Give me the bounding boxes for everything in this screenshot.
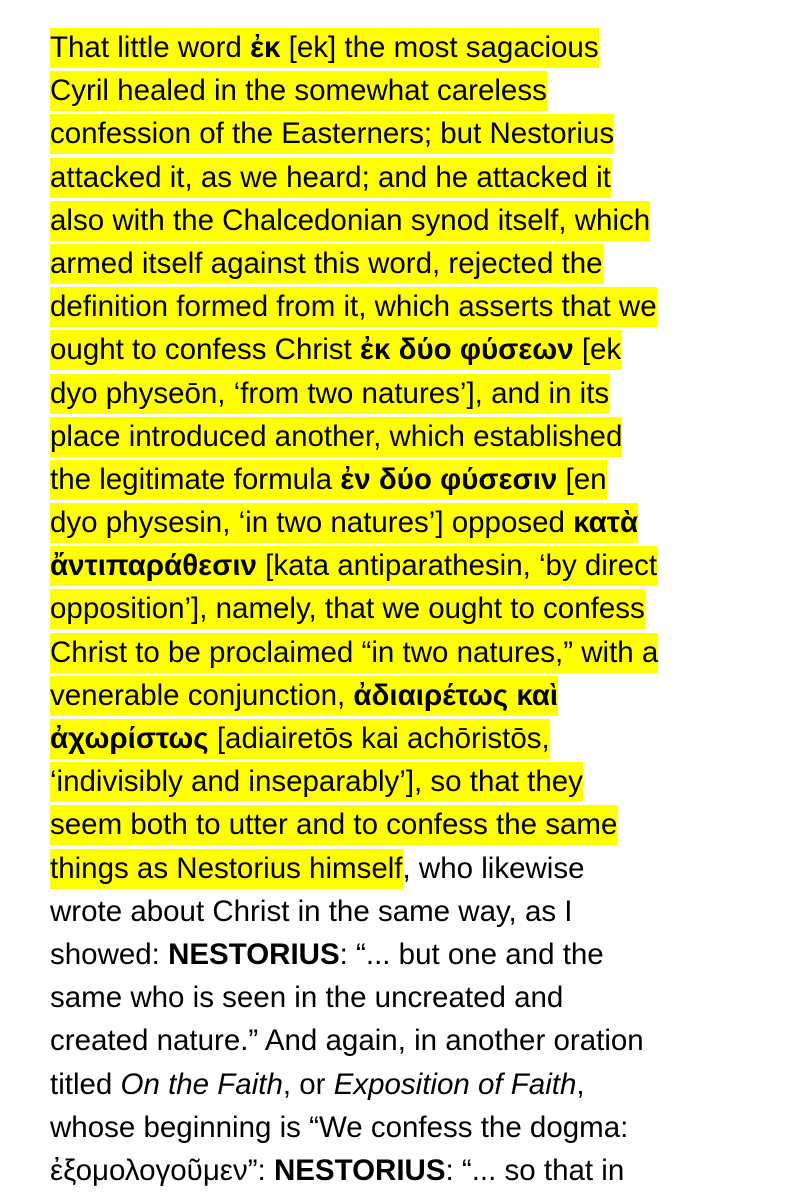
bold-text: NESTORIUS (273, 1153, 446, 1187)
text-line (50, 890, 770, 933)
highlighted-text: ἐν δύο φύσεσιν (340, 460, 557, 500)
highlighted-text: armed itself against this word, rejected the (50, 244, 603, 284)
text-span: created nature.” And again, in another oration (50, 1024, 644, 1058)
text-span: : “... but one and the (339, 937, 604, 971)
highlighted-text: ‘indivisibly and inseparably’], so that they (50, 762, 583, 802)
italic-text: Exposition of Faith (333, 1067, 577, 1101)
highlighted-text: definition formed from it, which asserts that we (50, 287, 657, 327)
text-line (50, 933, 770, 976)
highlighted-text: things as Nestorius himself (50, 849, 403, 889)
text-line (50, 112, 770, 155)
highlighted-text: ἀχωρίστως (50, 719, 209, 759)
text-line (50, 199, 770, 242)
text-line (50, 242, 770, 285)
highlighted-text: ought to confess Christ (50, 330, 360, 370)
highlighted-text: ἐκ (250, 28, 280, 68)
highlighted-text: [adiairetōs kai achōristōs, (209, 719, 550, 759)
text-line (50, 760, 770, 803)
text-line (50, 458, 770, 501)
text-span: ἐξομολογοῦμεν”: (50, 1153, 274, 1187)
text-span: , (576, 1067, 585, 1101)
text-line (50, 26, 770, 69)
text-line (50, 156, 770, 199)
highlighted-text: ἀδιαιρέτως καὶ (353, 676, 558, 716)
document-page (50, 26, 770, 1192)
text-span: showed: (50, 937, 169, 971)
text-line (50, 501, 770, 544)
highlighted-text: [ek] the most sagacious (280, 28, 598, 68)
text-line (50, 372, 770, 415)
highlighted-text: place introduced another, which established (50, 417, 622, 457)
highlighted-text: [kata antiparathesin, ‘by direct (257, 546, 657, 586)
highlighted-text: the legitimate formula (50, 460, 340, 500)
highlighted-text: ἐκ δύο φύσεων (360, 330, 574, 370)
highlighted-text: also with the Chalcedonian synod itself, which (50, 201, 650, 241)
highlighted-text: opposition’], namely, that we ought to confess (50, 589, 645, 629)
bold-text: NESTORIUS (168, 937, 340, 971)
highlighted-text: confession of the Easterners; but Nestorius (50, 114, 614, 154)
text-line (50, 415, 770, 458)
text-line (50, 285, 770, 328)
text-span: , or (282, 1067, 334, 1101)
highlighted-text: That little word (50, 28, 250, 68)
text-line (50, 1063, 770, 1106)
highlighted-text: κατὰ (573, 503, 638, 543)
text-span: titled (50, 1067, 121, 1101)
highlighted-text: seem both to utter and to confess the same (50, 805, 617, 845)
text-line (50, 674, 770, 717)
highlighted-text: Christ to be proclaimed “in two natures,” with a (50, 633, 658, 673)
text-line (50, 544, 770, 587)
highlighted-text: dyo physesin, ‘in two natures’] opposed (50, 503, 573, 543)
text-line (50, 631, 770, 674)
text-line (50, 803, 770, 846)
text-line (50, 69, 770, 112)
text-line (50, 976, 770, 1019)
text-line (50, 1019, 770, 1062)
text-span: whose beginning is “We confess the dogma: (50, 1110, 629, 1144)
text-line (50, 328, 770, 371)
text-line (50, 587, 770, 630)
text-span: same who is seen in the uncreated and (50, 981, 564, 1015)
highlighted-text: [en (557, 460, 606, 500)
text-span: , who likewise (402, 851, 585, 885)
text-line (50, 717, 770, 760)
text-line (50, 1106, 770, 1149)
highlighted-text: ἄντιπαράθεσιν (50, 546, 257, 586)
text-span: : “... so that in (445, 1153, 625, 1187)
text-span: wrote about Christ in the same way, as I (50, 894, 573, 928)
highlighted-text: attacked it, as we heard; and he attacked it (50, 158, 611, 198)
highlighted-text: Cyril healed in the somewhat careless (50, 71, 547, 111)
text-line (50, 1149, 770, 1192)
highlighted-text: venerable conjunction, (50, 676, 353, 716)
highlighted-text: [ek (574, 330, 622, 370)
italic-text: On the Faith (120, 1067, 283, 1101)
text-line (50, 847, 770, 890)
highlighted-text: dyo physeōn, ‘from two natures’], and in its (50, 374, 609, 414)
